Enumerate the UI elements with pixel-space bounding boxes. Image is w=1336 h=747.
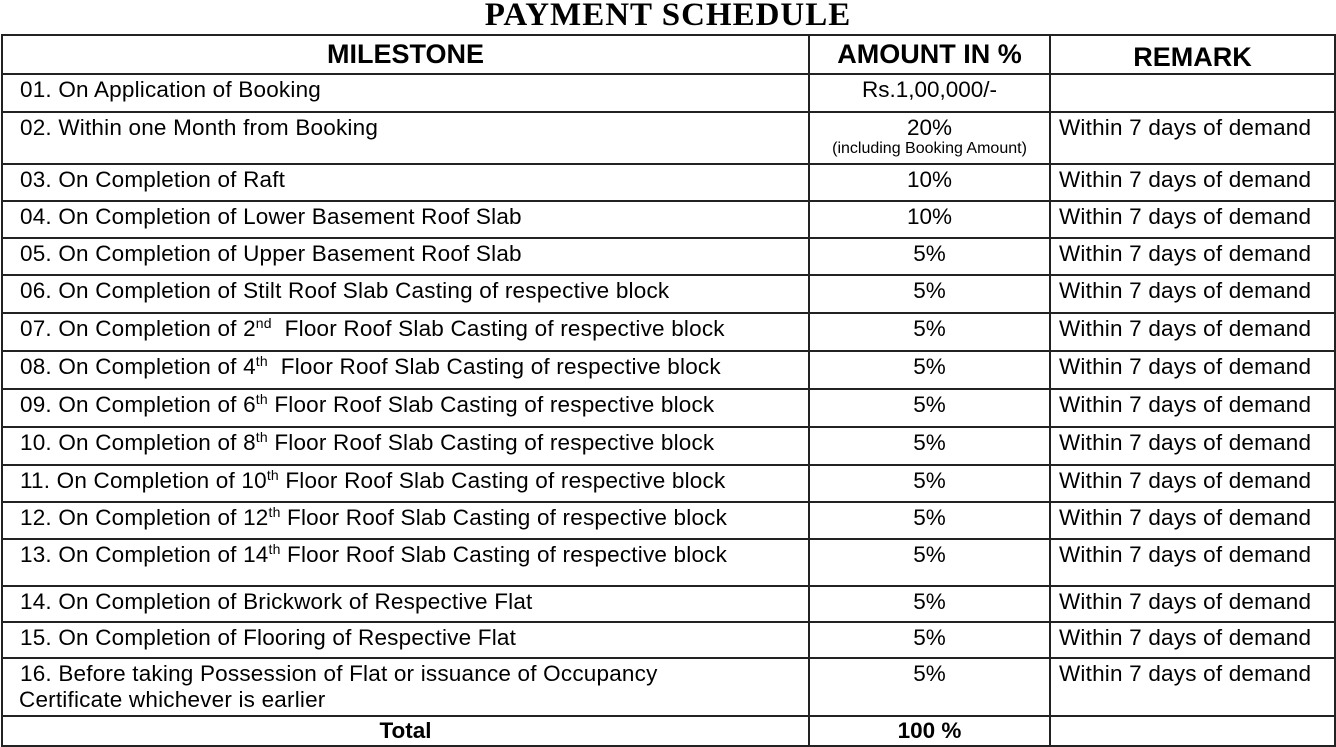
remark-cell: Within 7 days of demand — [1050, 201, 1335, 238]
amount-cell: Rs.1,00,000/- — [809, 74, 1050, 112]
milestone-text: Floor Roof Slab Casting of respective block — [267, 430, 715, 455]
amount-value: 20% — [906, 115, 953, 140]
table-row — [2, 389, 1335, 427]
milestone-text: 08. On Completion of 4 — [20, 354, 256, 379]
table-row — [2, 427, 1335, 465]
table-row — [2, 658, 1335, 716]
amount-cell: 5% — [809, 313, 1050, 351]
table-row — [2, 465, 1335, 502]
milestone-text: Floor Roof Slab Casting of respective block — [267, 392, 715, 417]
ordinal-suffix: th — [255, 429, 268, 445]
remark-cell — [1050, 74, 1335, 112]
remark-cell: Within 7 days of demand — [1050, 389, 1335, 427]
table-row — [2, 201, 1335, 238]
milestone-cell: 15. On Completion of Flooring of Respective Flat — [2, 622, 809, 658]
milestone-text: Floor Roof Slab Casting of respective block — [267, 354, 721, 379]
table-row — [2, 238, 1335, 275]
table-row — [2, 539, 1335, 586]
table-row — [2, 502, 1335, 539]
ordinal-suffix: th — [255, 353, 268, 369]
ordinal-suffix: th — [268, 541, 281, 557]
milestone-cell — [2, 389, 809, 427]
milestone-cell: 06. On Completion of Stilt Roof Slab Casting of respective block — [2, 275, 809, 313]
table-row — [2, 112, 1335, 164]
remark-cell: Within 7 days of demand — [1050, 465, 1335, 502]
milestone-cell — [2, 465, 809, 502]
remark-cell: Within 7 days of demand — [1050, 658, 1335, 716]
amount-cell: 10% — [809, 201, 1050, 238]
milestone-cell — [2, 351, 809, 389]
milestone-cell: 05. On Completion of Upper Basement Roof Slab — [2, 238, 809, 275]
remark-cell: Within 7 days of demand — [1050, 539, 1335, 586]
amount-cell: 5% — [809, 658, 1050, 716]
ordinal-suffix: th — [268, 504, 281, 520]
amount-cell: 5% — [809, 465, 1050, 502]
total-remark — [1050, 716, 1335, 746]
milestone-text: Floor Roof Slab Casting of respective block — [278, 468, 726, 493]
amount-cell: 5% — [809, 351, 1050, 389]
amount-cell: 5% — [809, 622, 1050, 658]
total-amount: 100 % — [809, 716, 1050, 746]
table-row — [2, 74, 1335, 112]
ordinal-suffix: th — [266, 467, 279, 483]
amount-header: AMOUNT IN % — [809, 35, 1050, 74]
milestone-cell — [2, 539, 809, 586]
amount-cell: 5% — [809, 539, 1050, 586]
milestone-cell: 02. Within one Month from Booking — [2, 112, 809, 164]
amount-cell: 5% — [809, 275, 1050, 313]
table-row — [2, 622, 1335, 658]
milestone-text: 10. On Completion of 8 — [20, 430, 256, 455]
milestone-cell: 03. On Completion of Raft — [2, 164, 809, 201]
amount-cell: 5% — [809, 238, 1050, 275]
milestone-text: 07. On Completion of 2 — [20, 316, 256, 341]
milestone-text: Floor Roof Slab Casting of respective block — [280, 505, 728, 530]
amount-cell: 10% — [809, 164, 1050, 201]
milestone-text: 13. On Completion of 14 — [20, 542, 269, 567]
remark-cell: Within 7 days of demand — [1050, 351, 1335, 389]
milestone-header: MILESTONE — [2, 35, 809, 74]
remark-cell: Within 7 days of demand — [1050, 502, 1335, 539]
milestone-text: 12. On Completion of 12 — [20, 505, 269, 530]
remark-cell: Within 7 days of demand — [1050, 586, 1335, 622]
remark-cell: Within 7 days of demand — [1050, 313, 1335, 351]
table-header-row — [2, 35, 1335, 74]
total-row — [2, 716, 1335, 746]
remark-cell: Within 7 days of demand — [1050, 275, 1335, 313]
milestone-cell: 04. On Completion of Lower Basement Roof Slab — [2, 201, 809, 238]
page-title: PAYMENT SCHEDULE — [484, 0, 852, 33]
ordinal-suffix: nd — [255, 315, 272, 331]
milestone-cell — [2, 502, 809, 539]
payment-schedule-table — [1, 34, 1336, 747]
milestone-text: 16. Before taking Possession of Flat or issuance of Occupancy — [20, 661, 658, 686]
milestone-text: Certificate whichever is earlier — [19, 687, 326, 712]
milestone-text: Floor Roof Slab Casting of respective block — [280, 542, 728, 567]
ordinal-suffix: th — [255, 391, 268, 407]
milestone-text: 09. On Completion of 6 — [20, 392, 256, 417]
remark-cell: Within 7 days of demand — [1050, 427, 1335, 465]
remark-header: REMARK — [1050, 35, 1335, 74]
table-row — [2, 586, 1335, 622]
milestone-cell — [2, 313, 809, 351]
amount-cell: 5% — [809, 586, 1050, 622]
remark-cell: Within 7 days of demand — [1050, 622, 1335, 658]
remark-cell: Within 7 days of demand — [1050, 238, 1335, 275]
remark-cell: Within 7 days of demand — [1050, 112, 1335, 164]
milestone-text: Floor Roof Slab Casting of respective block — [271, 316, 725, 341]
table-row — [2, 275, 1335, 313]
milestone-cell — [2, 658, 809, 716]
milestone-text: 11. On Completion of 10 — [20, 468, 267, 493]
amount-cell: 5% — [809, 389, 1050, 427]
milestone-cell: 14. On Completion of Brickwork of Respective Flat — [2, 586, 809, 622]
table-row — [2, 351, 1335, 389]
amount-cell: 5% — [809, 427, 1050, 465]
amount-note: (including Booking Amount) — [832, 140, 1027, 157]
table-row — [2, 164, 1335, 201]
remark-cell: Within 7 days of demand — [1050, 164, 1335, 201]
amount-cell: 5% — [809, 502, 1050, 539]
amount-cell — [809, 112, 1050, 164]
table-row — [2, 313, 1335, 351]
milestone-cell — [2, 427, 809, 465]
milestone-cell: 01. On Application of Booking — [2, 74, 809, 112]
total-label: Total — [2, 716, 809, 746]
